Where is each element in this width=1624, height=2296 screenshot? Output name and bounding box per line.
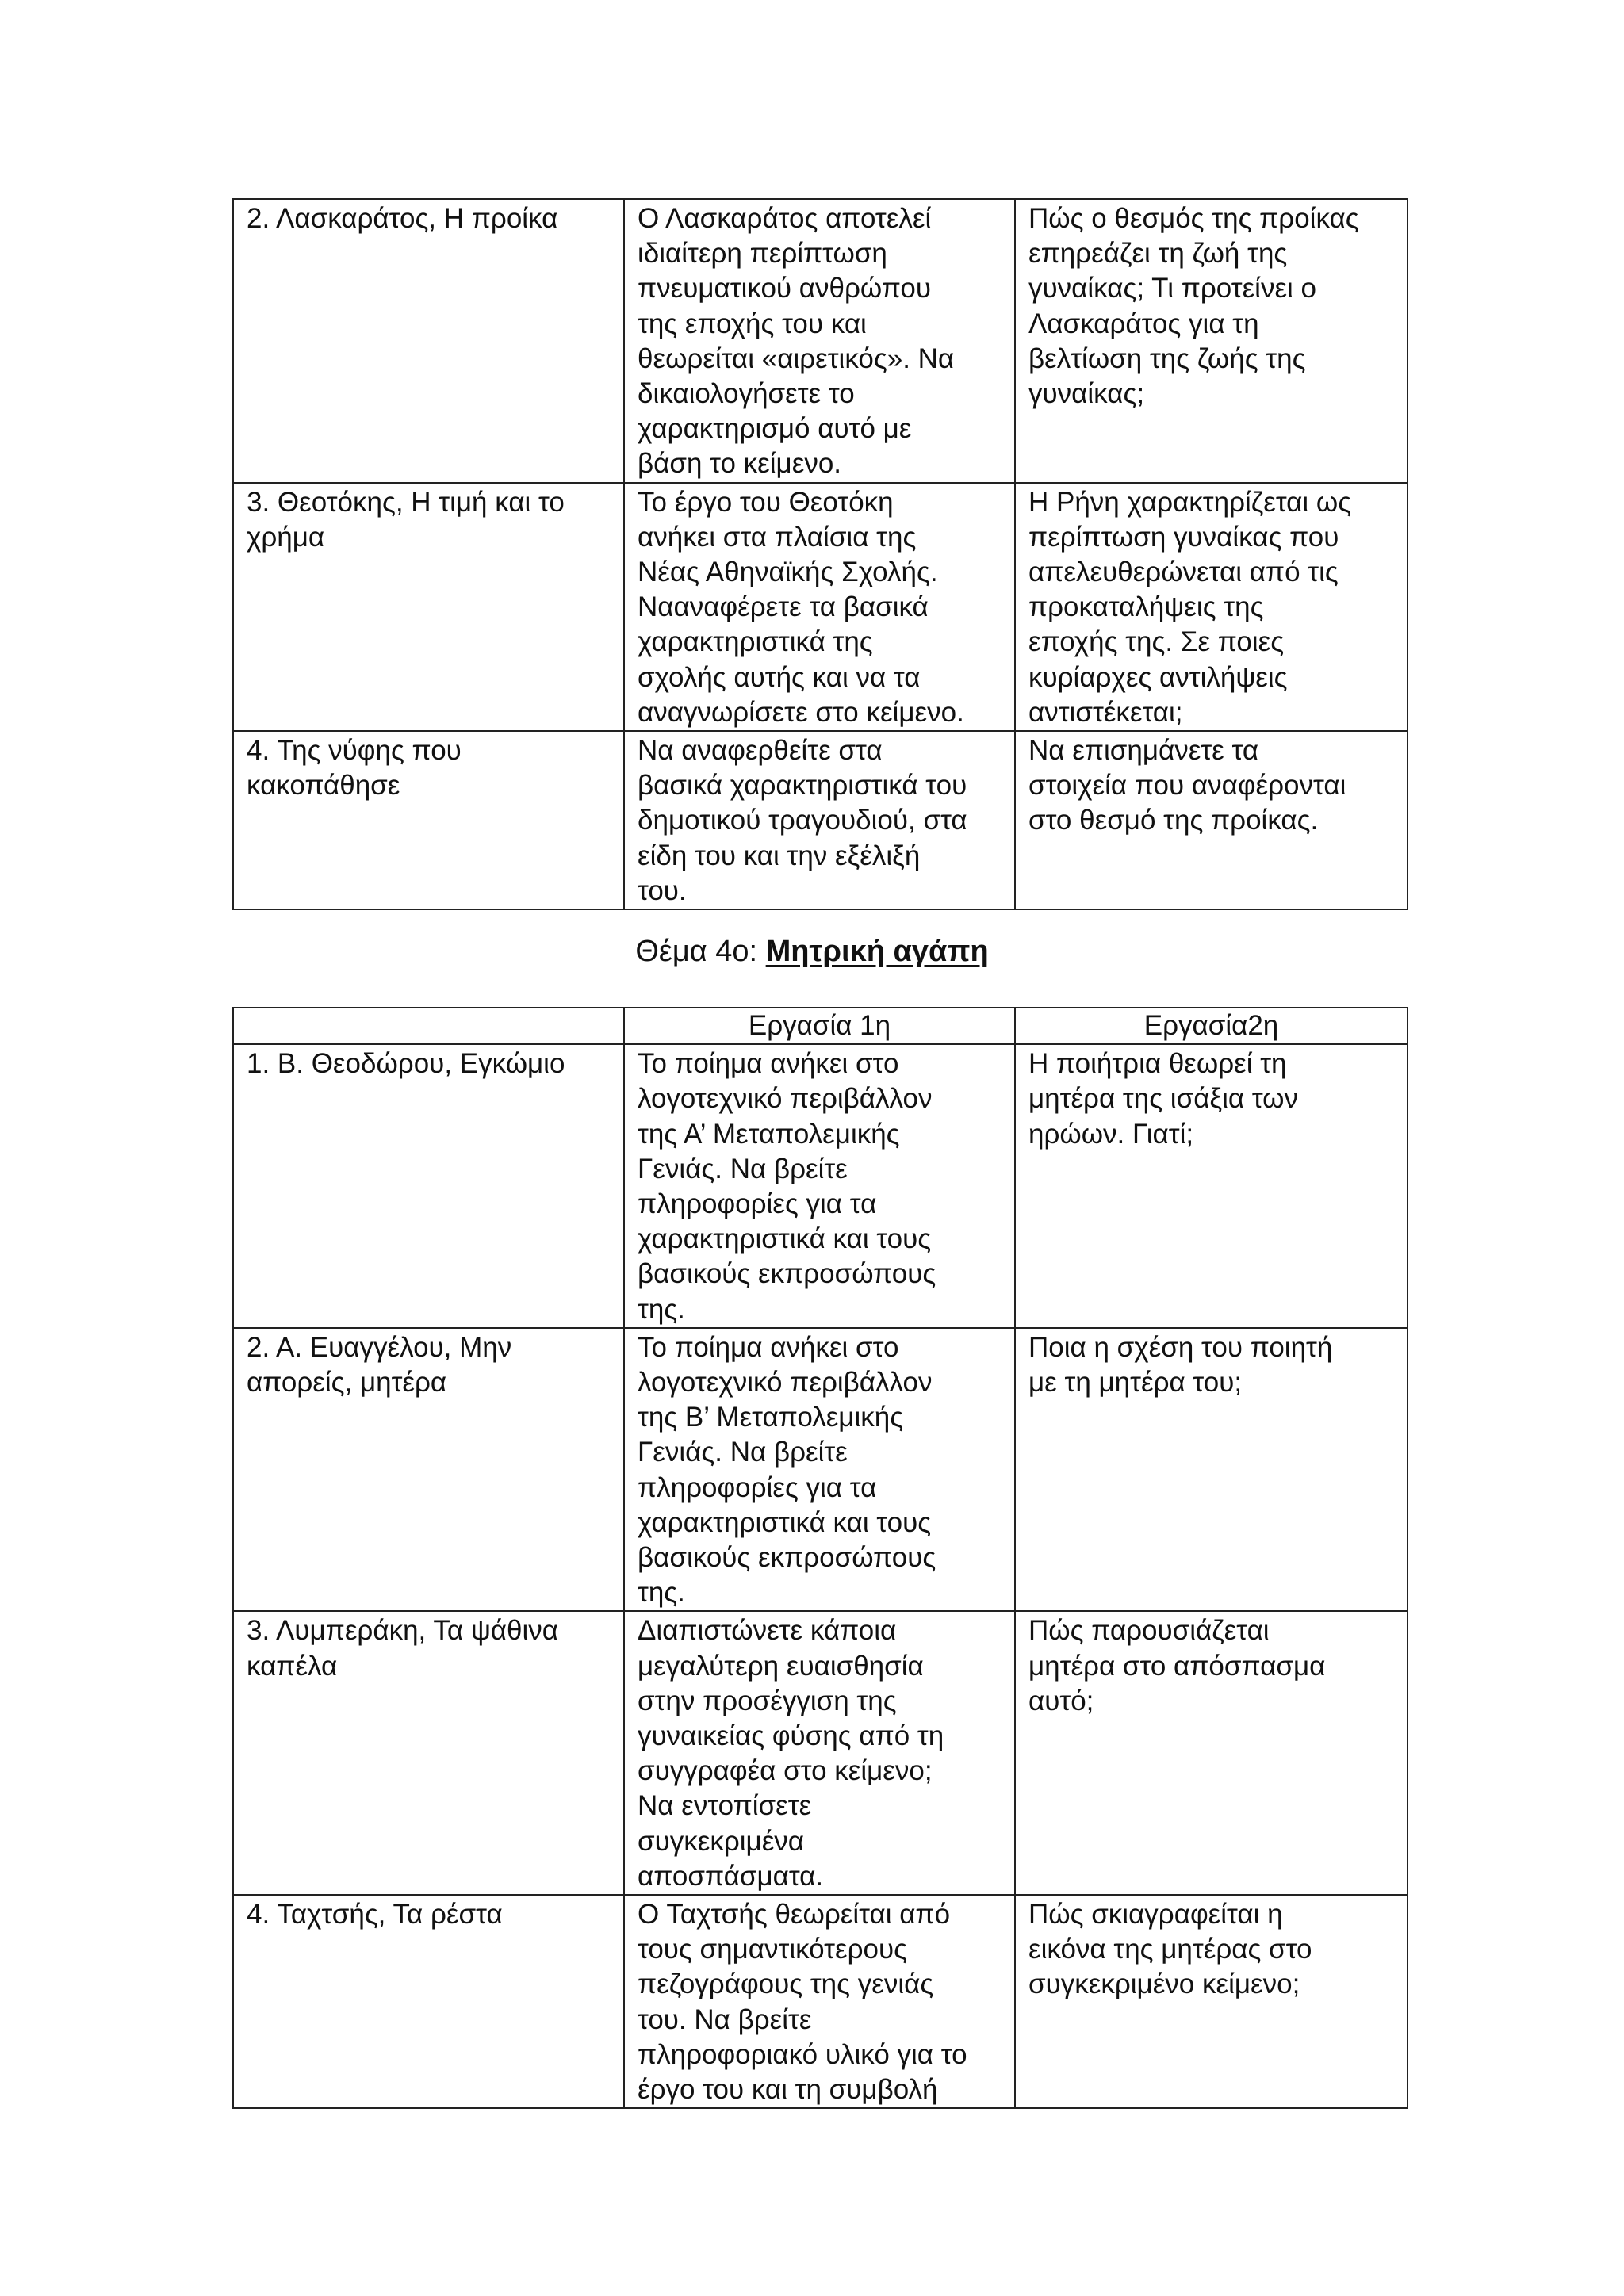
table-row	[233, 1328, 1408, 1612]
table-row	[233, 199, 1408, 483]
header-cell-task2: Εργασία2η	[1015, 1008, 1408, 1044]
work-cell: 3. Θεοτόκης, Η τιμή και το χρήμα	[233, 483, 624, 731]
header-cell-work	[233, 1008, 624, 1044]
task2-cell: Η ποιήτρια θεωρεί τη μητέρα της ισάξια των ηρώων. Γιατί;	[1015, 1044, 1408, 1328]
section-heading	[0, 932, 1624, 970]
task1-cell: Διαπιστώνετε κάποια μεγαλύτερη ευαισθησία στην προσέγγιση της γυναικείας φύσης από τη συγγραφέα στο κείμενο; Να εντοπίσετε συγκεκριμένα αποσπάσματα.	[624, 1611, 1015, 1895]
work-cell: 4. Της νύφης που κακοπάθησε	[233, 731, 624, 909]
table-row	[233, 1895, 1408, 2108]
task1-cell: Το ποίημα ανήκει στο λογοτεχνικό περιβάλλον της Β’ Μεταπολεμικής Γενιάς. Να βρείτε πληροφορίες για τα χαρακτηριστικά και τους βασικούς εκπροσώπους της.	[624, 1328, 1015, 1612]
work-cell: 4. Ταχτσής, Τα ρέστα	[233, 1895, 624, 2108]
maternal-love-assignments-table	[232, 1007, 1408, 2109]
section-heading-title: Μητρική αγάπη	[765, 935, 989, 968]
task1-cell: Ο Λασκαράτος αποτελεί ιδιαίτερη περίπτωση πνευματικού ανθρώπου της εποχής του και θεωρείται «αιρετικός». Να δικαιολογήσετε το χαρακτηρισμό αυτό με βάση το κείμενο.	[624, 199, 1015, 483]
task1-cell: Ο Ταχτσής θεωρείται από τους σημαντικότερους πεζογράφους της γενιάς του. Να βρείτε πληροφοριακό υλικό για το έργο του και τη συμβολή	[624, 1895, 1015, 2108]
table-header-row	[233, 1008, 1408, 1044]
task2-cell: Πώς ο θεσμός της προίκας επηρεάζει τη ζωή της γυναίκας; Τι προτείνει ο Λασκαράτος για τη βελτίωση της ζωής της γυναίκας;	[1015, 199, 1408, 483]
task1-cell: Το έργο του Θεοτόκη ανήκει στα πλαίσια της Νέας Αθηναϊκής Σχολής. Νααναφέρετε τα βασικά χαρακτηριστικά της σχολής αυτής και να τα αναγνωρίσετε στο κείμενο.	[624, 483, 1015, 731]
task1-cell: Το ποίημα ανήκει στο λογοτεχνικό περιβάλλον της Α’ Μεταπολεμικής Γενιάς. Να βρείτε πληροφορίες για τα χαρακτηριστικά και τους βασικούς εκπροσώπους της.	[624, 1044, 1015, 1328]
work-cell: 2. Α. Ευαγγέλου, Μην απορείς, μητέρα	[233, 1328, 624, 1612]
table-row	[233, 1611, 1408, 1895]
assignments-table-continued	[232, 198, 1408, 910]
task2-cell: Πώς παρουσιάζεται μητέρα στο απόσπασμα αυτό;	[1015, 1611, 1408, 1895]
task2-cell: Η Ρήνη χαρακτηρίζεται ως περίπτωση γυναίκας που απελευθερώνεται από τις προκαταλήψεις της εποχής της. Σε ποιες κυρίαρχες αντιλήψεις αντιστέκεται;	[1015, 483, 1408, 731]
section-heading-prefix: Θέμα 4ο:	[635, 935, 766, 968]
work-cell: 3. Λυμπεράκη, Τα ψάθινα καπέλα	[233, 1611, 624, 1895]
table-row	[233, 483, 1408, 731]
header-cell-task1: Εργασία 1η	[624, 1008, 1015, 1044]
table-row	[233, 1044, 1408, 1328]
task2-cell: Να επισημάνετε τα στοιχεία που αναφέρονται στο θεσμό της προίκας.	[1015, 731, 1408, 909]
task2-cell: Πώς σκιαγραφείται η εικόνα της μητέρας στο συγκεκριμένο κείμενο;	[1015, 1895, 1408, 2108]
work-cell: 2. Λασκαράτος, Η προίκα	[233, 199, 624, 483]
task1-cell: Να αναφερθείτε στα βασικά χαρακτηριστικά του δημοτικού τραγουδιού, στα είδη του και την εξέλιξή του.	[624, 731, 1015, 909]
task2-cell: Ποια η σχέση του ποιητή με τη μητέρα του;	[1015, 1328, 1408, 1612]
work-cell: 1. Β. Θεοδώρου, Εγκώμιο	[233, 1044, 624, 1328]
table-row	[233, 731, 1408, 909]
